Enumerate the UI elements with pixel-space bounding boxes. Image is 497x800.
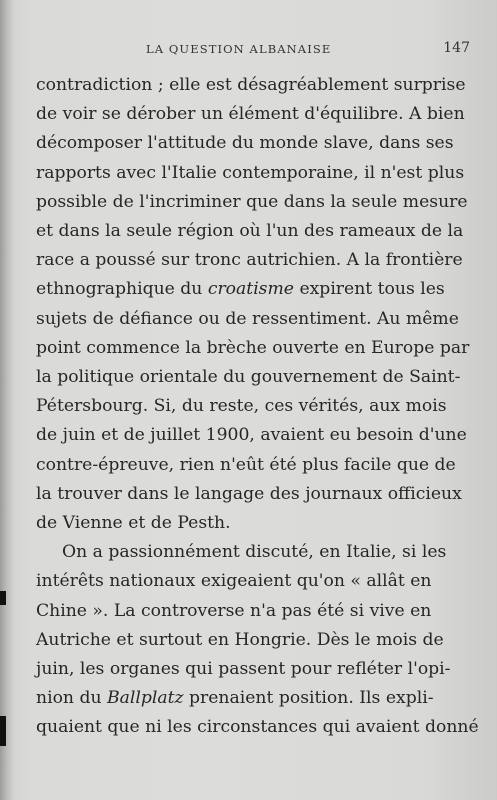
text-line: contradiction ; elle est désagréablement surprise [36, 75, 466, 95]
text-line: la politique orientale du gouvernement de Saint- [36, 367, 461, 388]
text-line: juin, les organes qui passent pour refléter l'opi- [36, 659, 451, 680]
text-line: de voir se dérober un élément d'équilibre. A bien [36, 104, 465, 125]
body-text [36, 71, 479, 743]
page-number: 147 [443, 40, 470, 56]
text-line: la trouver dans le langage des journaux officieux [36, 483, 462, 504]
running-head [60, 42, 470, 60]
italic-term: Ballplatz [106, 688, 184, 709]
text-line: point commence la brèche ouverte en Europe par [36, 337, 470, 358]
edge-mark [0, 591, 6, 605]
text-line: On a passionnément discuté, en Italie, si les [62, 542, 447, 563]
text-line: de juin et de juillet 1900, avaient eu besoin d'une [36, 425, 467, 446]
text-line: rapports avec l'Italie contemporaine, il n'est plus [36, 162, 465, 183]
page-gutter-shadow [0, 0, 14, 800]
running-title: LA QUESTION ALBANAISE [146, 42, 332, 56]
text-line: ethnographique du croatisme expirent tous les [36, 279, 445, 300]
text-line: intérêts nationaux exigeaient qu'on « allât en [36, 571, 432, 592]
text-line: Chine ». La controverse n'a pas été si vive en [36, 600, 432, 621]
text-line: de Vienne et de Pesth. [36, 513, 231, 534]
text-line: possible de l'incriminer que dans la seule mesure [36, 191, 468, 212]
text-line: contre-épreuve, rien n'eût été plus facile que de [36, 454, 456, 475]
edge-mark [0, 716, 6, 746]
text-line: sujets de défiance ou de ressentiment. Au même [36, 308, 459, 329]
text-line: décomposer l'attitude du monde slave, dans ses [36, 133, 454, 154]
text-line: et dans la seule région où l'un des rameaux de la [36, 221, 464, 242]
text-line: race a poussé sur tronc autrichien. A la frontière [36, 250, 463, 271]
text-line: Autriche et surtout en Hongrie. Dès le mois de [36, 629, 444, 650]
text-line: nion du Ballplatz prenaient position. Ils expli- [36, 688, 434, 709]
text-line: quaient que ni les circonstances qui avaient donné [36, 717, 479, 738]
italic-term: croatisme [207, 279, 294, 300]
text-line: Pétersbourg. Si, du reste, ces vérités, aux mois [36, 396, 447, 417]
